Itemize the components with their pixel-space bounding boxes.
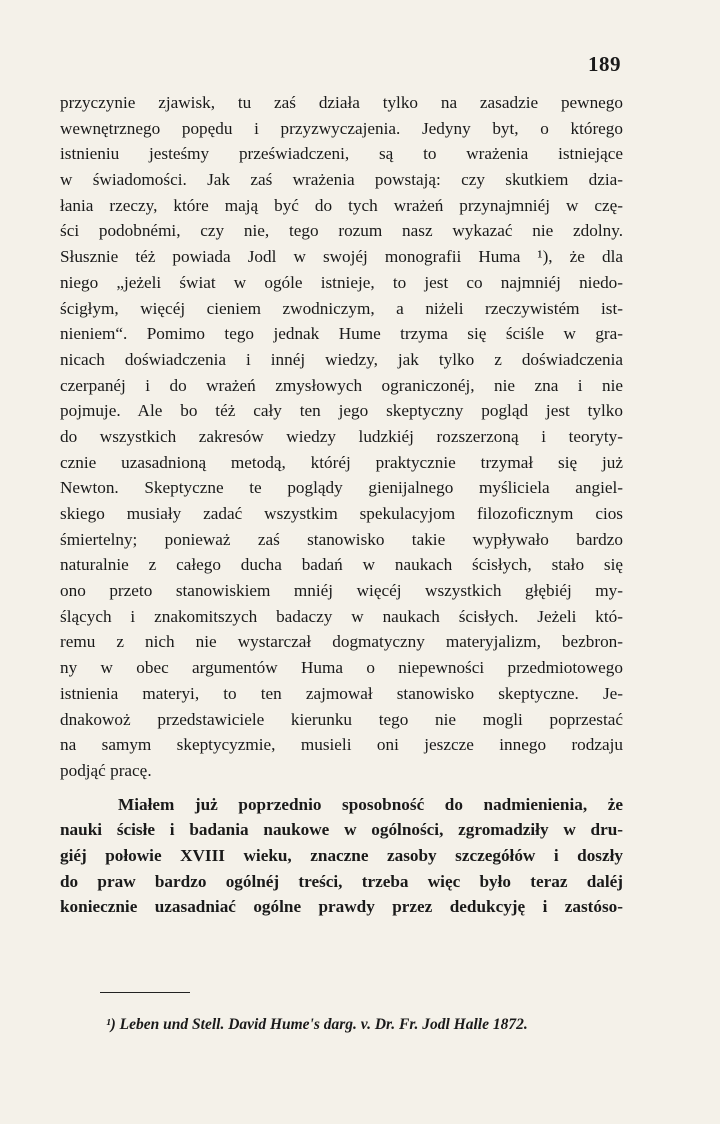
text-line: Słusznie téż powiada Jodl w swojéj monografii Huma ¹), że dla: [60, 247, 623, 267]
text-line: w świadomości. Jak zaś wrażenia powstają: czy skutkiem dzia-: [60, 170, 623, 190]
footnote: ¹) Leben und Stell. David Hume's darg. v. Dr. Fr. Jodl Halle 1872.: [106, 1016, 528, 1033]
text-line: ścigłym, więcéj cieniem zwodniczym, a niżeli rzeczywistém ist-: [60, 298, 623, 318]
text-line: nicach doświadczenia i innéj wiedzy, jak tylko z doświadczenia: [60, 349, 623, 369]
paragraph: [60, 90, 623, 784]
text-line: do praw bardzo ogólnéj treści, trzeba więc było teraz daléj: [60, 871, 623, 891]
text-line: ono przeto stanowiskiem mniéj więcéj wszystkich głębiéj my-: [60, 581, 623, 601]
text-line: Newton. Skeptyczne te poglądy gienijalnego myśliciela angiel-: [60, 478, 623, 498]
text-line: nauki ścisłe i badania naukowe w ogólności, zgromadziły w dru-: [60, 820, 623, 840]
text-line: ny w obec argumentów Huma o niepewności przedmiotowego: [60, 658, 623, 678]
text-line: pojmuje. Ale bo téż cały ten jego skeptyczny pogląd jest tylko: [60, 401, 623, 421]
text-line: giéj połowie XVIII wieku, znaczne zasoby szczegółów i doszły: [60, 845, 623, 865]
paragraph: [60, 792, 623, 920]
footnote-divider: [100, 992, 190, 993]
text-line: łania rzeczy, które mają być do tych wrażeń przynajmniéj w czę-: [60, 195, 623, 215]
text-line: koniecznie uzasadniać ogólne prawdy przez dedukcyję i zastóso-: [60, 897, 623, 917]
text-line: niego „jeżeli świat w ogóle istnieje, to jest co najmniéj niedo-: [60, 272, 623, 292]
text-line: czerpanéj i do wrażeń zmysłowych ograniczonéj, nie zna i nie: [60, 375, 623, 395]
text-line: cznie uzasadnioną metodą, któréj praktycznie trzymał się już: [60, 452, 623, 472]
text-line: podjąć pracę.: [60, 760, 152, 780]
text-line: do wszystkich zakresów wiedzy ludzkiéj rozszerzoną i teoryty-: [60, 426, 623, 446]
body-text: [60, 90, 623, 920]
text-line: ślących i znakomitszych badaczy w naukach ścisłych. Jeżeli któ-: [60, 606, 623, 626]
text-line: skiego musiały zadać wszystkim spekulacyjom filozoficznym cios: [60, 504, 623, 523]
text-line: przyczynie zjawisk, tu zaś działa tylko na zasadzie pewnego: [60, 93, 623, 112]
paragraph-gap: [60, 784, 623, 792]
text-line: śmiertelny; ponieważ zaś stanowisko takie wypływało bardzo: [60, 529, 623, 549]
text-line: remu z nich nie wystarczał dogmatyczny materyjalizm, bezbron-: [60, 632, 623, 652]
page-number: 189: [588, 52, 621, 76]
text-line: istnienia materyi, to ten zajmował stanowisko skeptyczne. Je-: [60, 683, 623, 703]
text-line: naturalnie z całego ducha badań w naukach ścisłych, stało się: [60, 555, 623, 575]
text-line: Miałem już poprzednio sposobność do nadmienienia, że: [118, 794, 623, 814]
text-line: istnieniu jesteśmy przeświadczeni, są to wrażenia istniejące: [60, 144, 623, 164]
text-line: na samym skeptycyzmie, musieli oni jeszcze innego rodzaju: [60, 735, 623, 755]
text-line: nieniem“. Pomimo tego jednak Hume trzyma się ściśle w gra-: [60, 324, 623, 344]
text-line: dnakowoż przedstawiciele kierunku tego nie mogli poprzestać: [60, 709, 623, 729]
text-line: wewnętrznego popędu i przyzwyczajenia. Jedyny byt, o którego: [60, 118, 623, 138]
text-line: ści podobnémi, czy nie, tego rozum nasz wykazać nie zdolny.: [60, 221, 623, 241]
